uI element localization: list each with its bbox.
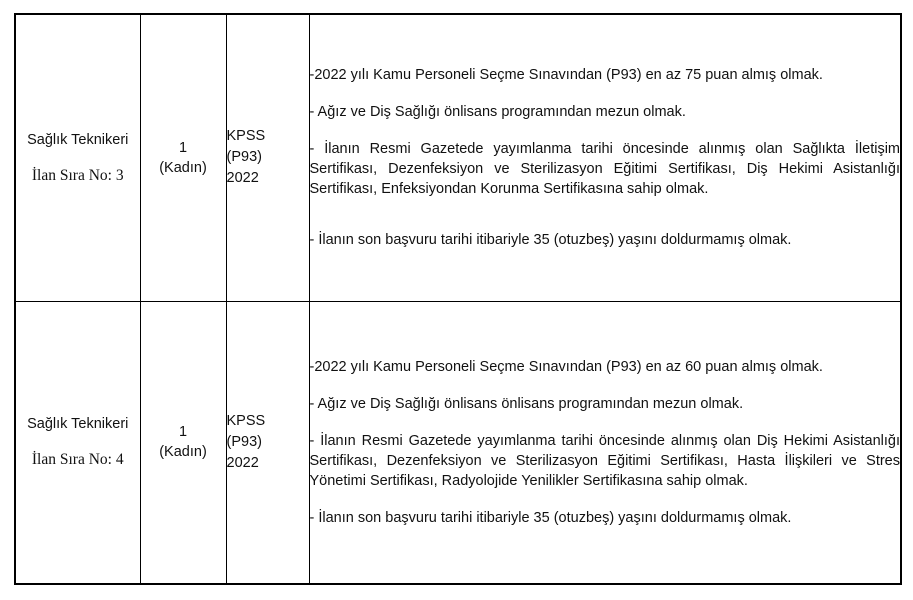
exam-year: 2022 <box>226 454 259 471</box>
position-cell <box>15 14 140 301</box>
requirement-item: - İlanın Resmi Gazetede yayımlanma tarihi öncesinde alınmış olan Sağlıkta İletişim Sertifikası, Dezenfeksiyon ve Sterilizasyon Eğitimi Sertifikası, Diş Hekimi Asistanlığı Sertifikası, Enfeksiyondan Korunma Sertifikasına sahip olmak. <box>309 141 900 198</box>
quota-note: (Kadın) <box>159 444 207 461</box>
quota-cell <box>140 301 226 584</box>
position-cell <box>15 301 140 584</box>
quota-note: (Kadın) <box>159 159 207 176</box>
requirement-item: - Ağız ve Diş Sağlığı önlisans önlisans programından mezun olmak. <box>309 395 744 412</box>
requirements-cell <box>309 301 901 584</box>
listing-number: İlan Sıra No: 3 <box>31 166 124 184</box>
requirement-item: - İlanın son başvuru tarihi itibariyle 35 (otuzbeş) yaşını doldurmamış olmak. <box>309 232 792 249</box>
quota-value: 1 <box>178 139 188 156</box>
exam-cell <box>226 14 309 301</box>
requirement-item: - İlanın Resmi Gazetede yayımlanma tarihi öncesinde alınmış olan Diş Hekimi Asistanlığı Sertifikası, Dezenfeksiyon ve Sterilizasyon Eğitimi Sertifikası, Hasta İlişkileri ve Stres Yönetimi Sertifikası, Radyolojide Yenilikler Sertifikasına sahip olmak. <box>309 432 900 489</box>
exam-type: KPSS (P93) <box>226 128 274 166</box>
requirement-item: -2022 yılı Kamu Personeli Seçme Sınavından (P93) en az 60 puan almış olmak. <box>309 358 823 375</box>
requirements-cell <box>309 14 901 301</box>
quota-value: 1 <box>178 424 188 441</box>
requirement-item: - İlanın son başvuru tarihi itibariyle 35 (otuzbeş) yaşını doldurmamış olmak. <box>309 509 792 526</box>
table-row <box>15 14 901 301</box>
table-row <box>15 301 901 584</box>
quota-cell <box>140 14 226 301</box>
job-listing-table <box>14 13 902 585</box>
exam-cell <box>226 301 309 584</box>
position-title: Sağlık Teknikeri <box>27 131 129 148</box>
exam-year: 2022 <box>226 170 259 187</box>
exam-type: KPSS (P93) <box>226 412 274 450</box>
requirement-item: -2022 yılı Kamu Personeli Seçme Sınavından (P93) en az 75 puan almış olmak. <box>309 67 823 84</box>
position-title: Sağlık Teknikeri <box>27 416 129 433</box>
listing-number: İlan Sıra No: 4 <box>31 451 124 469</box>
requirement-item: - Ağız ve Diş Sağlığı önlisans programından mezun olmak. <box>309 104 686 121</box>
